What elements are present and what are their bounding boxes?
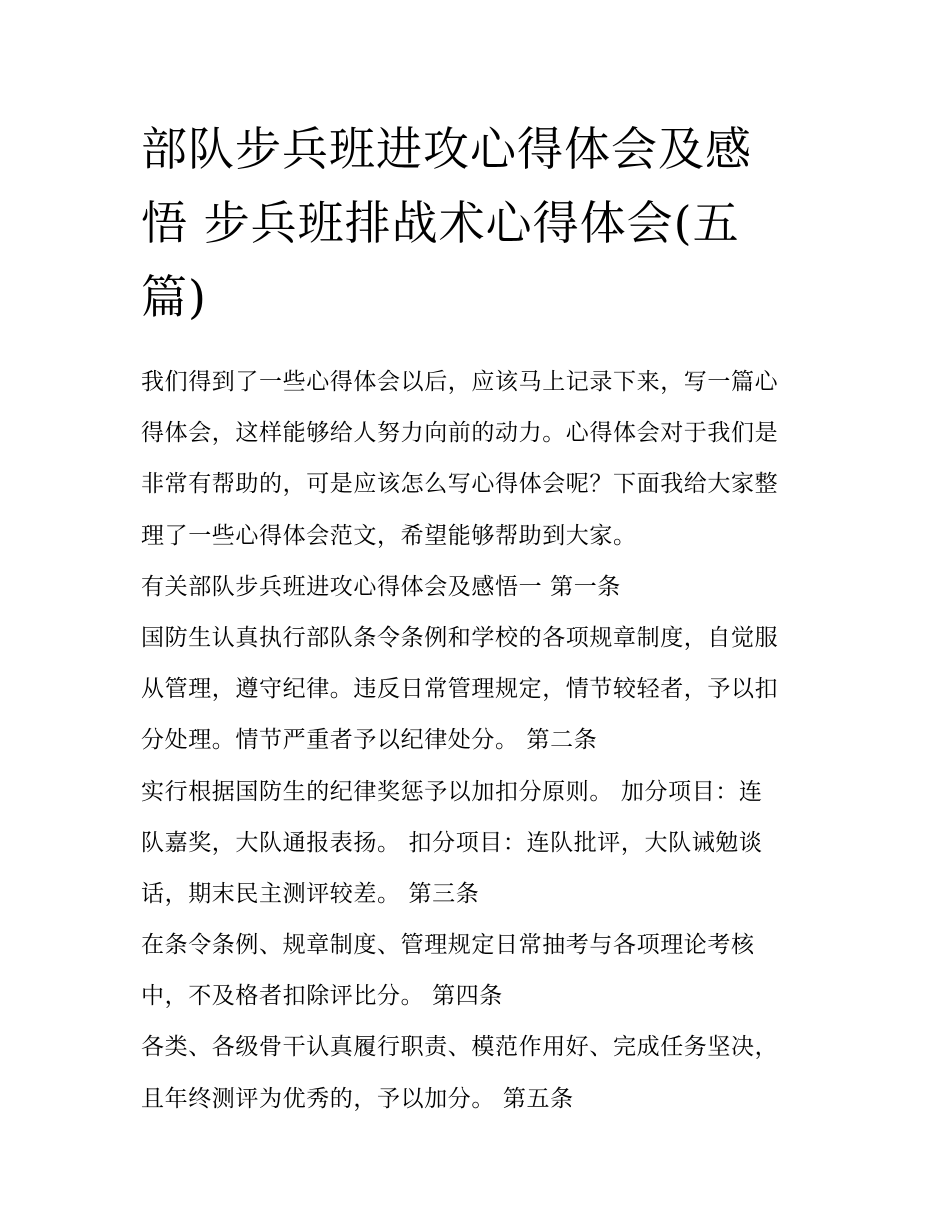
- document-title: [141, 112, 821, 334]
- paragraph-line: 非常有帮助的，可是应该怎么写心得体会呢？下面我给大家整: [141, 471, 779, 498]
- paragraph-line: 分处理。情节严重者予以纪律处分。 第二条: [141, 727, 598, 754]
- title-line: 部队步兵班进攻心得体会及感: [141, 122, 752, 176]
- paragraph-line: 理了一些心得体会范文，希望能够帮助到大家。: [141, 522, 637, 549]
- title-line: 悟 步兵班排战术心得体会(五: [141, 196, 740, 250]
- paragraph-line: 从管理，遵守纪律。违反日常管理规定，情节较轻者，予以扣: [141, 676, 779, 703]
- title-line: 篇): [141, 270, 207, 324]
- paragraph-line: 在条令条例、规章制度、管理规定日常抽考与各项理论考核: [141, 932, 755, 959]
- document-body: [141, 357, 821, 1125]
- paragraph-line: 得体会，这样能够给人努力向前的动力。心得体会对于我们是: [141, 420, 779, 447]
- section-heading-line: 有关部队步兵班进攻心得体会及感悟一 第一条: [141, 573, 621, 600]
- paragraph-line: 国防生认真执行部队条令条例和学校的各项规章制度，自觉服: [141, 624, 779, 651]
- paragraph-line: 中，不及格者扣除评比分。 第四条: [141, 983, 503, 1010]
- paragraph-line: 各类、各级骨干认真履行职责、模范作用好、完成任务坚决，: [141, 1034, 779, 1061]
- paragraph-line: 队嘉奖，大队通报表扬。 扣分项目：连队批评，大队诫勉谈: [141, 829, 763, 856]
- paragraph-line: 实行根据国防生的纪律奖惩予以加扣分原则。 加分项目：连: [141, 778, 763, 805]
- paragraph-line: 话，期末民主测评较差。 第三条: [141, 880, 480, 907]
- paragraph-line: 我们得到了一些心得体会以后，应该马上记录下来，写一篇心: [141, 369, 779, 395]
- paragraph-line: 且年终测评为优秀的，予以加分。 第五条: [141, 1085, 574, 1112]
